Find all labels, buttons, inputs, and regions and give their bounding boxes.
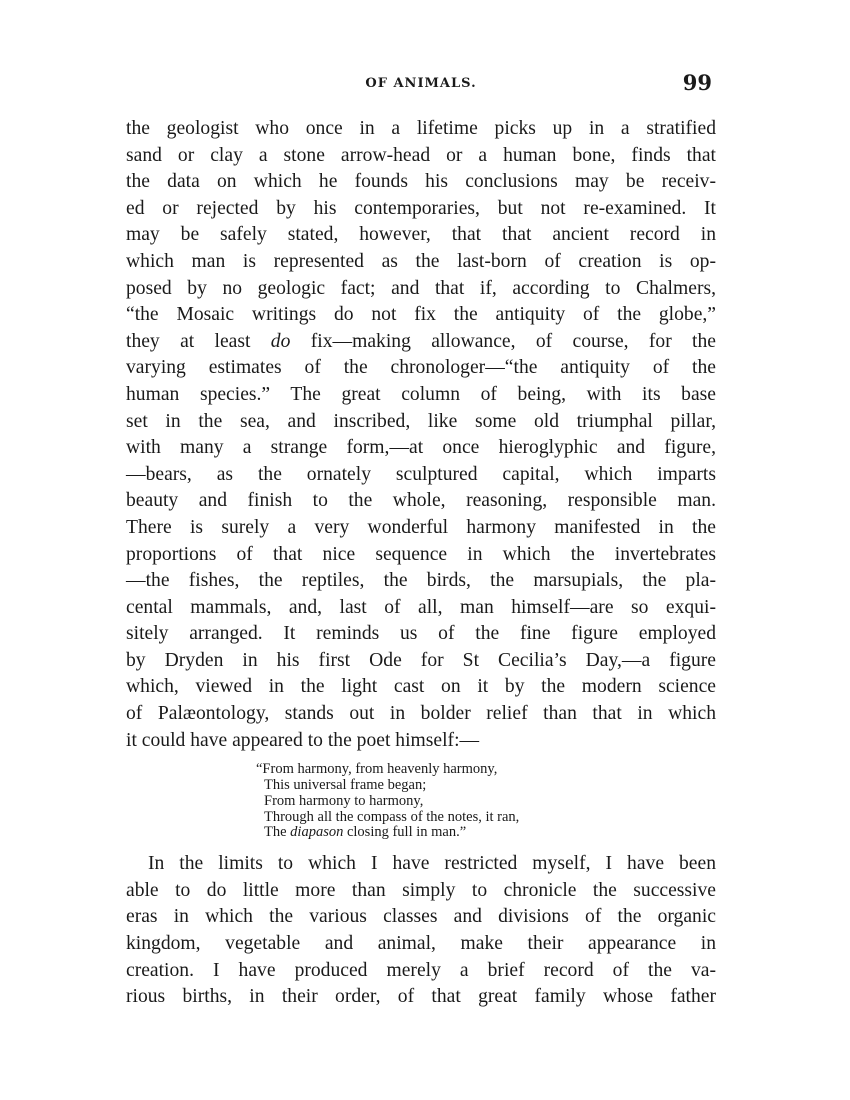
emphasis: diapason [290,824,344,841]
text-line: cental mammals, and, last of all, man himself—are so exqui- [126,596,716,618]
text-line: the geologist who once in a lifetime picks up in a stratified [126,118,716,139]
text-line: —bears, as the ornately sculptured capital, which imparts [126,463,716,485]
verse-line: Through all the compass of the notes, it ran, [264,808,520,825]
text-line: able to do little more than simply to chronicle the successive [126,879,716,901]
text-line: —the fishes, the reptiles, the birds, the marsupials, the pla- [126,570,716,592]
text-line: kingdom, vegetable and animal, make their appearance in [126,933,716,955]
text-line: “the Mosaic writings do not fix the antiquity of the globe,” [126,304,716,326]
text-segment: The [264,824,287,841]
verse-line: This universal frame began; [264,777,427,794]
text-line: set in the sea, and inscribed, like some old triumphal pillar, [126,410,716,432]
text-line: which, viewed in the light cast on it by the modern science [126,676,716,698]
text-line: beauty and finish to the whole, reasoning, responsible man. [126,490,716,512]
verse-line [256,825,716,841]
text-line: by Dryden in his first Ode for St Cecilia’s Day,—a figure [126,649,716,671]
text-line: human species.” The great column of being, with its base [126,383,716,405]
text-line: In the limits to which I have restricted myself, I have been [148,853,716,875]
text-line: varying estimates of the chronologer—“the antiquity of the [126,357,716,379]
text-line: sand or clay a stone arrow-head or a human bone, finds that [126,144,716,166]
text-line: creation. I have produced merely a brief record of the va- [126,959,716,981]
verse-line: “From harmony, from heavenly harmony, [256,761,498,778]
running-header [126,72,716,100]
text-line: may be safely stated, however, that that ancient record in [126,224,716,246]
running-title: OF ANIMALS. [365,76,477,91]
body-text [126,116,716,1011]
paragraph-1 [126,116,716,754]
text-line: eras in which the various classes and divisions of the organic [126,906,716,928]
emphasis: do [270,330,291,352]
text-line: proportions of that nice sequence in which the invertebrates [126,543,716,565]
text-segment: fix—making allowance, of course, for the [310,330,716,352]
text-segment: closing full in man.” [346,824,467,841]
text-line: of Palæontology, stands out in bolder relief than that in which [126,703,716,725]
text-line: sitely arranged. It reminds us of the fine figure employed [126,623,716,645]
text-segment: they at least [126,330,251,352]
text-line: with many a strange form,—at once hieroglyphic and figure, [126,437,716,459]
verse-quotation [256,762,716,841]
text-line: rious births, in their order, of that great family whose father [126,986,716,1008]
text-line [126,329,716,356]
text-line: the data on which he founds his conclusions may be receiv- [126,171,716,193]
verse-line: From harmony to harmony, [264,792,424,809]
paragraph-2 [126,851,716,1011]
page-number: 99 [682,70,712,95]
text-line: which man is represented as the last-born of creation is op- [126,250,716,272]
text-line: it could have appeared to the poet himself:— [126,729,480,751]
text-line: ed or rejected by his contemporaries, but not re-examined. It [126,197,716,219]
text-line: There is surely a very wonderful harmony manifested in the [126,516,716,538]
text-line: posed by no geologic fact; and that if, according to Chalmers, [126,277,716,299]
